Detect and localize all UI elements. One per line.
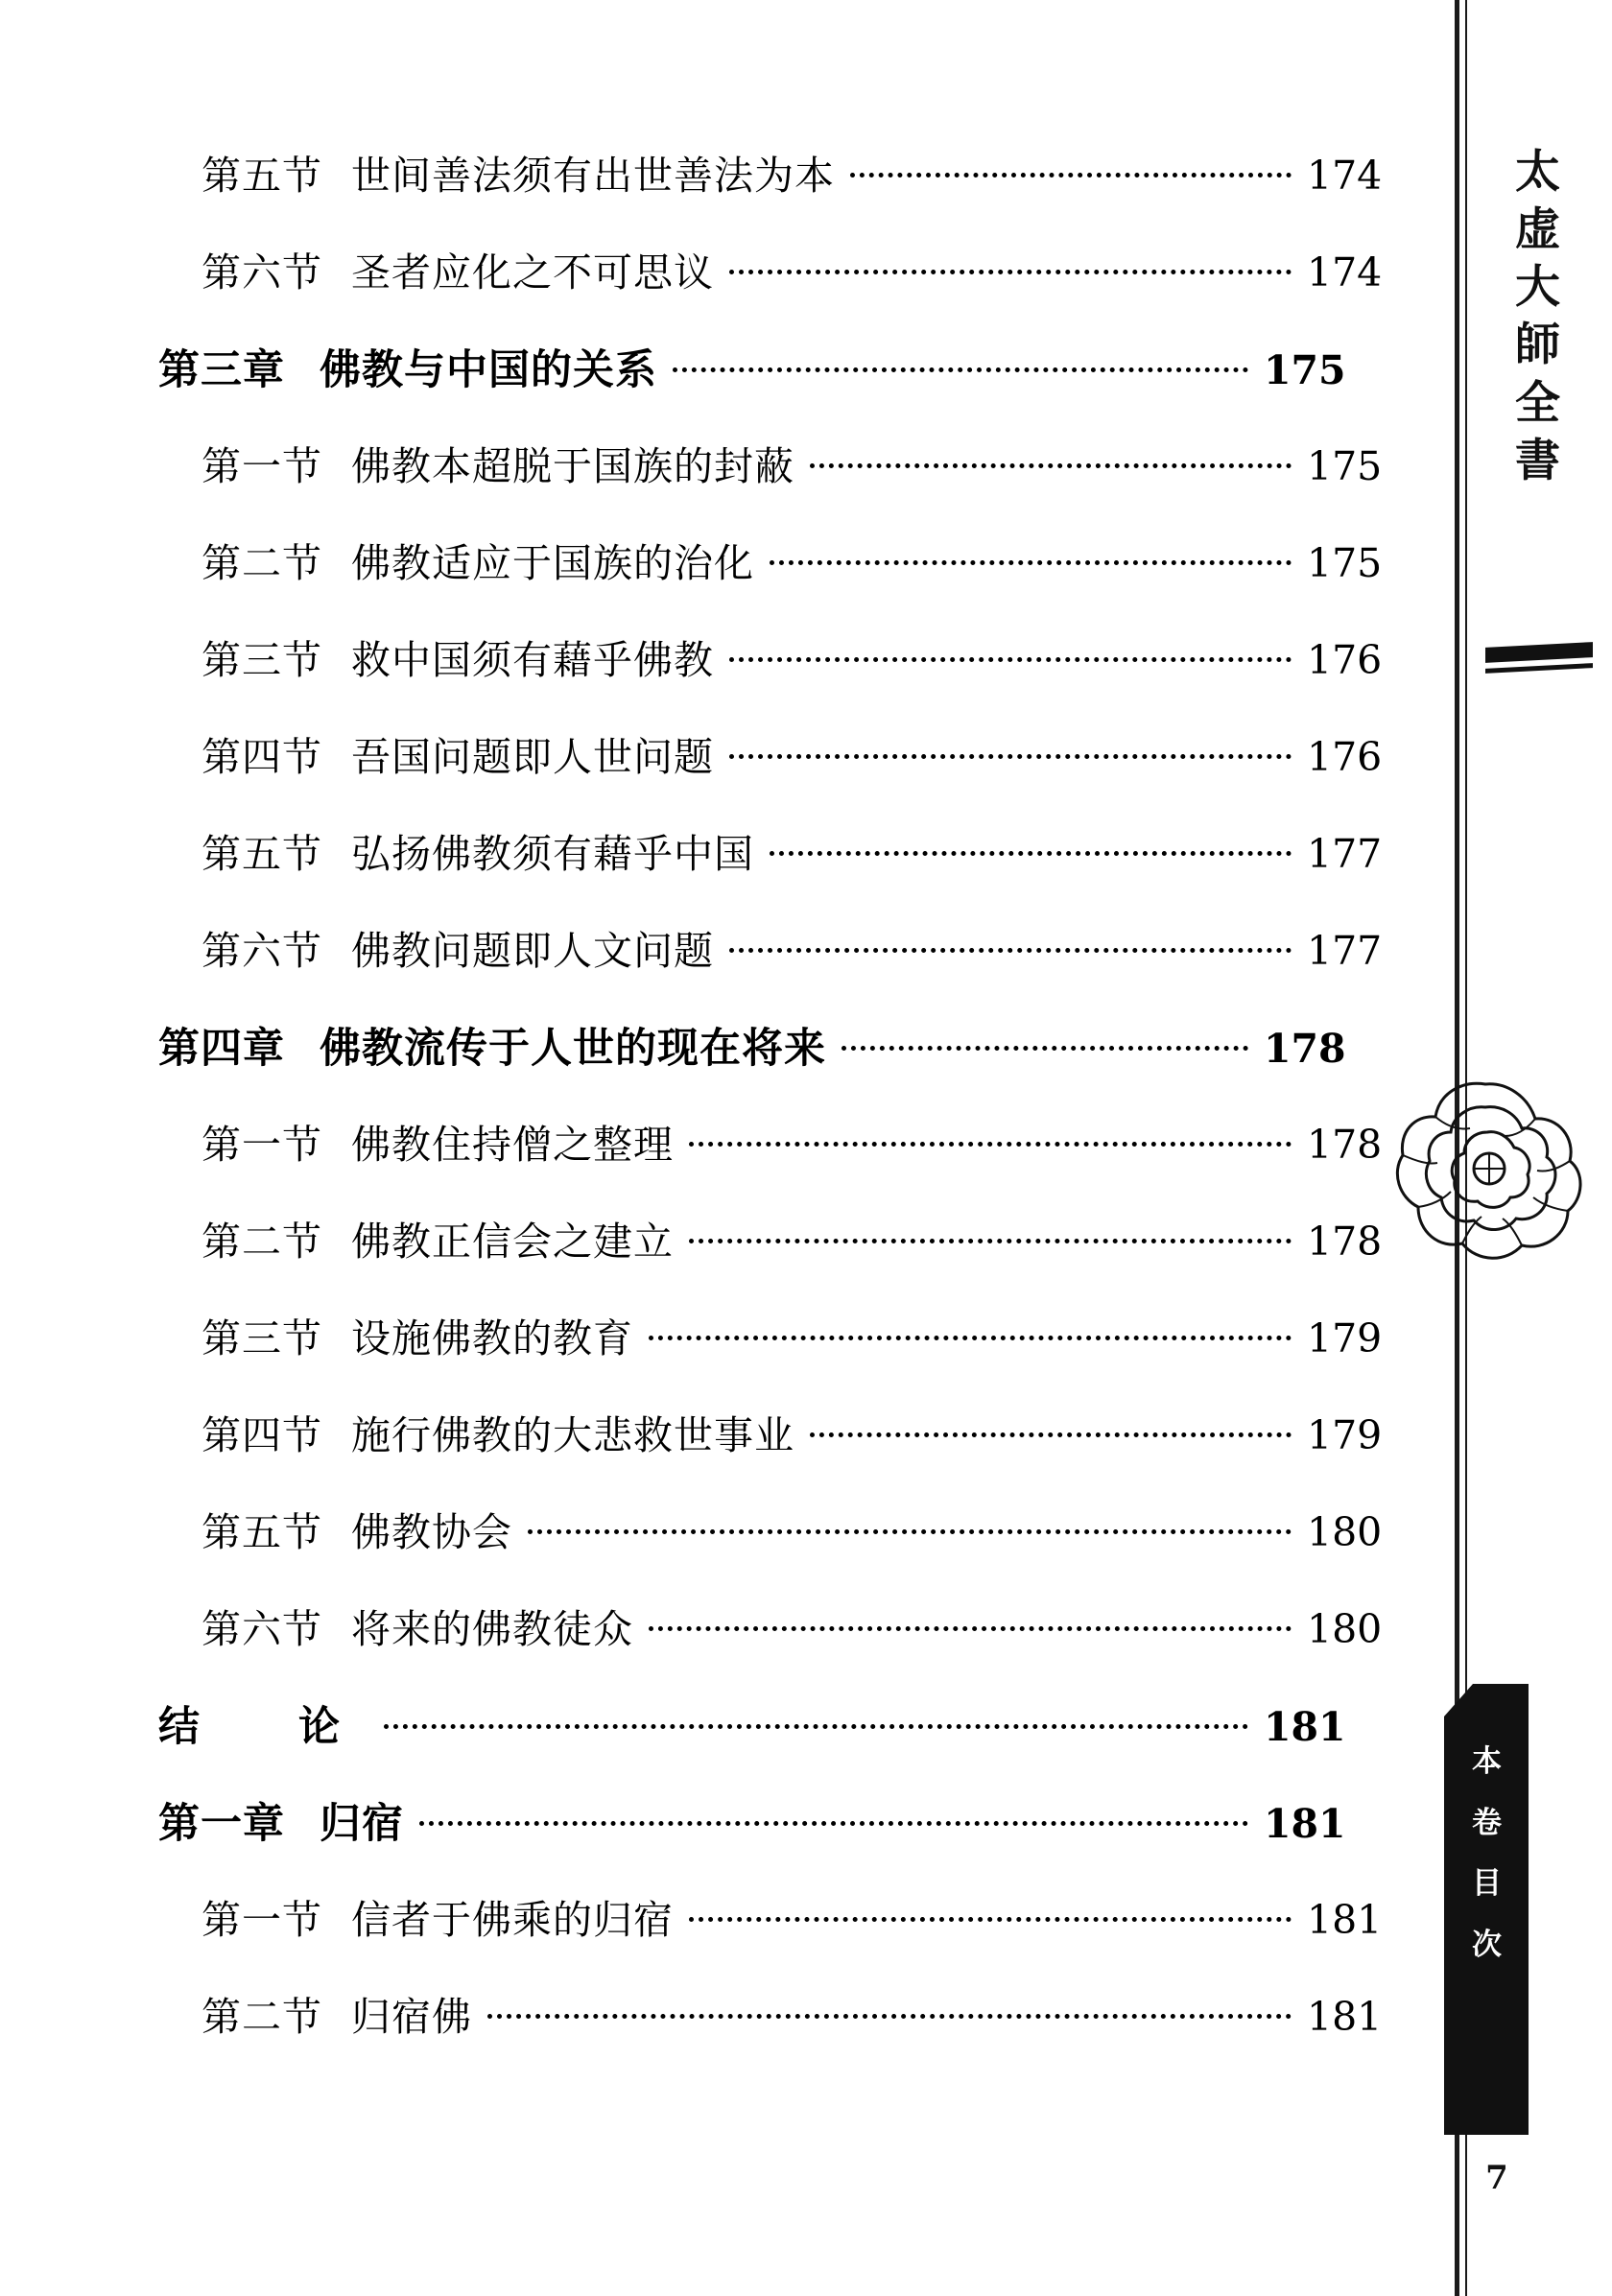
toc-entry[interactable] [202, 1888, 1382, 1985]
toc-dot-leader [384, 1701, 1248, 1740]
book-title-char: 書 [1515, 434, 1561, 487]
section-tab-char: 次 [1472, 1927, 1503, 1962]
toc-dot-leader [729, 925, 1292, 964]
toc-entry[interactable] [202, 919, 1382, 1016]
toc-entry[interactable] [158, 1694, 1346, 1791]
toc-entry-label: 第一节 [202, 1897, 322, 1943]
book-title-char: 太 [1515, 146, 1561, 199]
toc-entry[interactable] [158, 1791, 1346, 1888]
toc-entry[interactable] [202, 1210, 1382, 1307]
section-tab-char: 目 [1472, 1866, 1503, 1902]
toc-entry-label: 第四节 [202, 1412, 322, 1458]
toc-entry[interactable] [202, 435, 1382, 532]
toc-entry-title: 吾国问题即人世问题 [351, 734, 714, 780]
toc-entry-title: 佛教适应于国族的治化 [351, 540, 754, 586]
toc-dot-leader [419, 1798, 1248, 1837]
toc-entry-title: 佛教问题即人文问题 [351, 928, 714, 974]
toc-entry-title: 世间善法须有出世善法为本 [351, 153, 835, 199]
toc-entry[interactable] [202, 1113, 1382, 1210]
toc-entry-label: 第六节 [202, 928, 322, 974]
toc-entry-label: 结 论 [158, 1703, 368, 1751]
toc-dot-leader [689, 1894, 1292, 1933]
toc-entry-page-number: 181 [1264, 1801, 1346, 1847]
section-tab-label [1458, 1732, 1517, 1976]
toc-entry-page-number: 178 [1307, 1122, 1383, 1168]
toc-entry-page-number: 177 [1307, 831, 1383, 877]
toc-entry-page-number: 176 [1307, 734, 1383, 780]
toc-dot-leader [770, 828, 1292, 867]
toc-entry-title: 佛教流传于人世的现在将来 [320, 1025, 826, 1073]
toc-entry-title: 佛教协会 [351, 1509, 512, 1555]
toc-entry[interactable] [158, 1016, 1346, 1113]
toc-entry[interactable] [202, 822, 1382, 919]
book-title-char: 師 [1515, 319, 1561, 372]
toc-entry-page-number: 175 [1307, 443, 1383, 489]
toc-entry-title: 将来的佛教徒众 [351, 1606, 633, 1652]
toc-entry-title: 佛教本超脱于国族的封蔽 [351, 443, 794, 489]
toc-entry-label: 第六节 [202, 1606, 322, 1652]
title-underline-bar-thin [1485, 663, 1593, 674]
toc-dot-leader [842, 1023, 1248, 1062]
toc-dot-leader [487, 1991, 1292, 2030]
toc-entry-label: 第一节 [202, 443, 322, 489]
toc-entry-title: 弘扬佛教须有藉乎中国 [351, 831, 754, 877]
toc-entry-label: 第四章 [158, 1025, 285, 1073]
toc-entry[interactable] [202, 1404, 1382, 1501]
toc-entry[interactable] [158, 338, 1346, 435]
toc-entry-label: 第一章 [158, 1800, 285, 1848]
toc-dot-leader [649, 1313, 1292, 1352]
toc-entry-page-number: 181 [1307, 1994, 1383, 2040]
toc-entry-label: 第二节 [202, 1219, 322, 1265]
toc-entry[interactable] [202, 1307, 1382, 1404]
toc-entry-page-number: 176 [1307, 637, 1383, 683]
toc-entry-title: 圣者应化之不可思议 [351, 249, 714, 296]
toc-dot-leader [729, 731, 1292, 770]
toc-entry-page-number: 174 [1307, 249, 1383, 296]
toc-entry-page-number: 174 [1307, 153, 1383, 199]
toc-dot-leader [689, 1119, 1292, 1158]
toc-entry-page-number: 179 [1307, 1315, 1383, 1361]
toc-entry-label: 第二节 [202, 540, 322, 586]
toc-entry-title: 施行佛教的大悲救世事业 [351, 1412, 794, 1458]
toc-entry-page-number: 181 [1264, 1704, 1346, 1750]
toc-entry-label: 第三节 [202, 1315, 322, 1361]
page-number: 7 [1485, 2159, 1508, 2197]
toc-entry-page-number: 180 [1307, 1509, 1383, 1555]
toc-dot-leader [729, 247, 1292, 286]
toc-entry-label: 第五节 [202, 831, 322, 877]
toc-dot-leader [649, 1603, 1292, 1643]
toc-entry[interactable] [202, 1501, 1382, 1598]
toc-dot-leader [810, 1409, 1292, 1449]
toc-entry-title: 佛教与中国的关系 [320, 346, 657, 394]
toc-entry[interactable] [202, 1985, 1382, 2082]
book-title-char: 大 [1515, 261, 1561, 315]
toc-entry-title: 佛教住持僧之整理 [351, 1122, 674, 1168]
toc-dot-leader [850, 150, 1292, 189]
toc-entry-label: 第一节 [202, 1122, 322, 1168]
toc-entry-label: 第三章 [158, 346, 285, 394]
toc-entry-title: 设施佛教的教育 [351, 1315, 633, 1361]
section-tab-char: 本 [1472, 1744, 1503, 1779]
toc-entry-page-number: 178 [1264, 1026, 1346, 1072]
toc-entry-title: 救中国须有藉乎佛教 [351, 637, 714, 683]
toc-entry-page-number: 175 [1264, 347, 1346, 393]
toc-entry-label: 第五节 [202, 153, 322, 199]
toc-entry-page-number: 180 [1307, 1606, 1383, 1652]
toc-entry[interactable] [202, 1598, 1382, 1694]
toc-entry-title: 归宿 [320, 1800, 404, 1848]
toc-entry-label: 第二节 [202, 1994, 322, 2040]
book-title-vertical [1485, 144, 1591, 490]
toc-dot-leader [810, 440, 1292, 480]
toc-entry-label: 第三节 [202, 637, 322, 683]
toc-dot-leader [689, 1216, 1292, 1255]
toc-entry[interactable] [202, 241, 1382, 338]
toc-entry-title: 归宿佛 [351, 1994, 472, 2040]
book-title-char: 虚 [1515, 203, 1561, 257]
toc-entry[interactable] [202, 144, 1382, 241]
toc-entry-page-number: 179 [1307, 1412, 1383, 1458]
toc-entry-page-number: 177 [1307, 928, 1383, 974]
toc-entry-page-number: 181 [1307, 1897, 1383, 1943]
toc-entry-title: 信者于佛乘的归宿 [351, 1897, 674, 1943]
toc-entry-label: 第六节 [202, 249, 322, 296]
section-tab-char: 卷 [1472, 1805, 1503, 1840]
toc-dot-leader [528, 1506, 1292, 1546]
toc-entry[interactable] [202, 725, 1382, 822]
toc-entry[interactable] [202, 532, 1382, 628]
peony-flower-ornament [1393, 1073, 1585, 1279]
toc-entry-page-number: 178 [1307, 1219, 1383, 1265]
book-title-char: 全 [1515, 376, 1561, 430]
toc-entry[interactable] [202, 628, 1382, 725]
toc-dot-leader [729, 634, 1292, 674]
toc-entry-label: 第四节 [202, 734, 322, 780]
toc-entry-label: 第五节 [202, 1509, 322, 1555]
table-of-contents [158, 144, 1383, 2082]
toc-entry-title: 佛教正信会之建立 [351, 1219, 674, 1265]
title-underline-bar [1485, 642, 1593, 663]
toc-entry-page-number: 175 [1307, 540, 1383, 586]
toc-dot-leader [770, 537, 1292, 577]
toc-dot-leader [673, 344, 1248, 384]
